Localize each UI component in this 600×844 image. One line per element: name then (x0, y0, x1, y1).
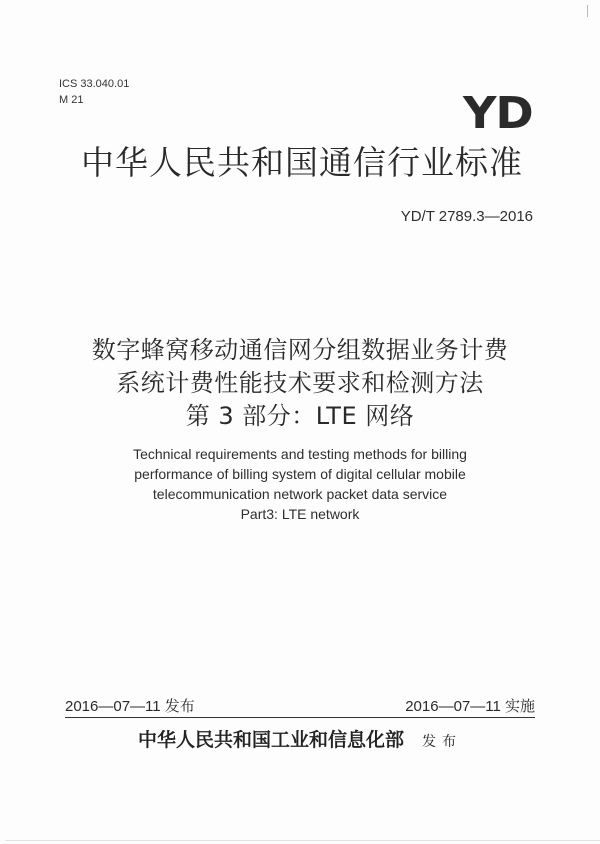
title-en-line: telecommunication network packet data service (152, 486, 448, 502)
issuer-action: 发布 (422, 734, 462, 750)
issuer-name: 中华人民共和国工业和信息化部 (137, 729, 404, 751)
standard-number: YD/T 2789.3—2016 (400, 208, 533, 225)
yd-logo: YD (463, 88, 533, 139)
dates-row (65, 695, 535, 718)
implement-date: 2016—07—11 实施 (405, 698, 535, 715)
title-cn-line: 数字蜂窝移动通信网分组数据业务计费 (91, 336, 509, 364)
publish-date: 2016—07—11 发布 (65, 698, 195, 715)
document-title-chinese (0, 334, 600, 433)
title-en-line: Technical requirements and testing methods for billing (133, 446, 467, 462)
title-en-line: Part3: LTE network (240, 506, 360, 522)
issuing-authority (0, 725, 600, 752)
ccs-code: M 21 (59, 94, 84, 106)
title-cn-line: 系统计费性能技术要求和检测方法 (116, 369, 484, 397)
classification-codes (59, 76, 129, 108)
title-en-line: performance of billing system of digital cellular mobile (134, 466, 466, 482)
standard-category-title: 中华人民共和国通信行业标准 (81, 143, 523, 182)
title-cn-line: 第 3 部分：LTE 网络 (185, 402, 415, 430)
document-title-english (0, 444, 600, 524)
scan-mark (587, 5, 588, 17)
ics-code: ICS 33.040.01 (59, 78, 130, 90)
page-edge (5, 840, 600, 841)
